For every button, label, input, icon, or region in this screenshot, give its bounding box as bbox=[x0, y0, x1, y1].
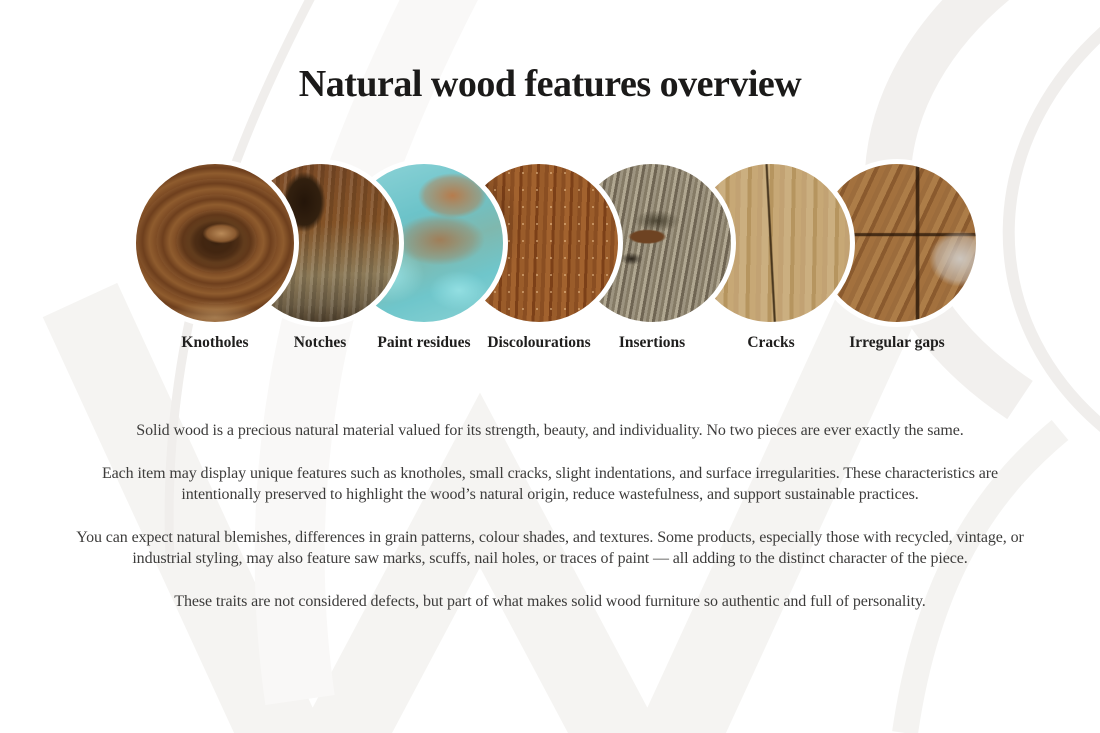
feature-label-insertions: Insertions bbox=[618, 334, 686, 351]
paragraph-conclusion: These traits are not considered defects, but part of what makes solid wood furniture so authentic and full of personality. bbox=[174, 592, 926, 610]
description-text bbox=[75, 420, 1025, 612]
page-title: Natural wood features overview bbox=[298, 63, 802, 105]
paragraph-expectations: You can expect natural blemishes, differences in grain patterns, colour shades, and textures. Some products, especially those with recycled, vintage, or industrial styling, may also feature saw marks, scuffs, nail holes, or traces of paint — all adding to the distinct character of the piece. bbox=[76, 528, 1024, 567]
paragraph-unique-features: Each item may display unique features such as knotholes, small cracks, slight indentations, and surface irregularities. These characteristics are intentionally preserved to highlight the wood’s natural origin, reduce wastefulness, and support sustainable practices. bbox=[101, 464, 998, 503]
feature-label-knotholes: Knotholes bbox=[181, 334, 249, 351]
feature-label-notches: Notches bbox=[293, 334, 347, 351]
feature-label-irregular-gaps: Irregular gaps bbox=[849, 334, 945, 351]
feature-label-cracks: Cracks bbox=[747, 334, 795, 351]
paragraph-intro: Solid wood is a precious natural material valued for its strength, beauty, and individuality. No two pieces are ever exactly the same. bbox=[136, 422, 964, 439]
feature-label-paint-residues: Paint residues bbox=[377, 334, 471, 351]
feature-label-discolourations: Discolourations bbox=[487, 334, 591, 351]
feature-photo-knotholes bbox=[131, 159, 299, 327]
